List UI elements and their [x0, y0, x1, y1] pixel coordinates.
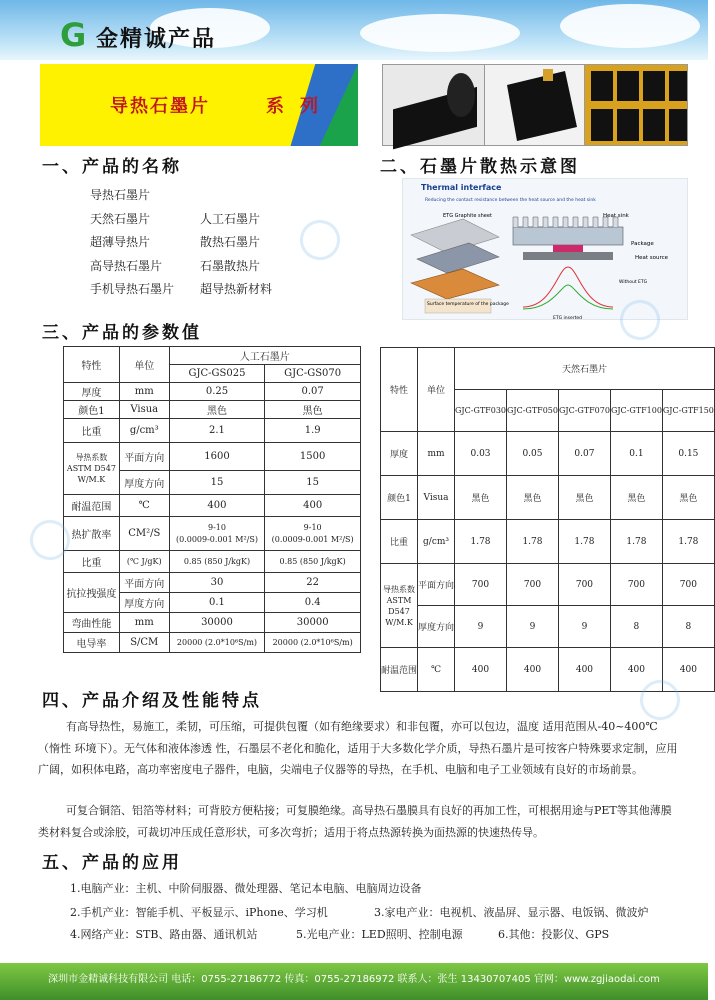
banner-series: 系列 [266, 96, 334, 117]
table-cell: mm [119, 613, 169, 633]
table-header: GJC-GTF030 [455, 390, 507, 432]
table-cell: 700 [558, 564, 610, 606]
table-cell: 8 [610, 606, 662, 648]
app-item-6: 6.其他：投影仪、GPS [498, 928, 610, 941]
label-etg-inserted: ETG inserted [553, 316, 582, 321]
table-cell: 1600 [169, 443, 265, 471]
table-cell: 0.85 (850 J/kgK) [169, 551, 265, 573]
section-heading-apps: 五、产品的应用 [42, 853, 182, 873]
diagram-subtitle: Reducing the contact resistance between the heat source and the heat sink [425, 198, 596, 203]
table-cell: 0.4 [265, 593, 361, 613]
table-header: 人工石墨片 [169, 347, 360, 365]
table-cell: 电导率 [64, 633, 120, 653]
label-surface: Surface temperature of the package [427, 302, 509, 307]
table-header: GJC-GTF150 [662, 390, 714, 432]
table-cell: 400 [558, 648, 610, 692]
list-item: 高导热石墨片 [90, 258, 163, 273]
table-cell: 15 [169, 471, 265, 495]
table-cell: 1.78 [507, 520, 559, 564]
list-item: 手机导热石墨片 [90, 282, 175, 296]
table-cell: 热扩散率 [64, 517, 120, 551]
table-cell: 比重 [64, 419, 120, 443]
app-item-2: 2.手机产业：智能手机、平板显示、iPhone、学习机 [70, 906, 328, 919]
table-cell: 9-10 [207, 522, 226, 532]
section-heading-params: 三、产品的参数值 [42, 323, 202, 343]
table-cell: 黑色 [455, 476, 507, 520]
table-cell: 8 [662, 606, 714, 648]
app-item-5: 5.光电产业：LED照明、控制电源 [296, 928, 463, 941]
table-cell: 耐温范围 [381, 648, 418, 692]
brand-name: 金精诚产品 [96, 27, 217, 52]
table-cell: 1.78 [662, 520, 714, 564]
watermark-icon [293, 213, 348, 268]
table-cell: 黑色 [169, 401, 265, 419]
table-cell: 0.25 [169, 383, 265, 401]
table-cell: 700 [610, 564, 662, 606]
table-cell: 比重 [381, 520, 418, 564]
table-cell: 平面方向 [119, 443, 169, 471]
list-item: 导热石墨片 [90, 188, 151, 202]
table-cell: 弯曲性能 [64, 613, 120, 633]
product-image-pattern [584, 64, 688, 146]
list-item: 超导热新材料 [200, 282, 273, 296]
table-header: GJC-GS025 [169, 365, 265, 383]
table-cell: g/cm³ [119, 419, 169, 443]
table-cell: (0.0009-0.001 M²/S) [271, 534, 354, 544]
table-header: GJC-GTF100 [610, 390, 662, 432]
table-cell: 400 [662, 648, 714, 692]
table-cell: 平面方向 [119, 573, 169, 593]
table-header: 天然石墨片 [455, 348, 715, 390]
table-cell: mm [418, 432, 455, 476]
table-header: 单位 [119, 347, 169, 383]
table-cell: 1500 [265, 443, 361, 471]
artificial-graphite-table [63, 346, 361, 653]
table-cell: 9 [455, 606, 507, 648]
label-etg: ETG Graphite sheet [443, 213, 492, 219]
table-header: 特性 [381, 348, 418, 432]
table-header: 单位 [418, 348, 455, 432]
label-heat-sink: Heat sink [603, 213, 629, 219]
table-cell: 黑色 [558, 476, 610, 520]
intro-paragraph-2: 可复合铜箔、铝箔等材料；可背胶方便粘接；可复膜绝缘。高导热石墨膜具有良好的再加工性，可根据用途与PET等其他薄膜类材料复合或涂胶，可裁切冲压成任意形状，可多次弯折；适用于将点热源转换为面热源的快速热传导。 [38, 804, 672, 839]
list-item: 石墨散热片 [200, 258, 261, 273]
label-package: Package [631, 241, 654, 247]
table-cell: 400 [169, 495, 265, 517]
series-banner [40, 64, 358, 146]
table-cell: 导热系数 ASTM D547 W/M.K [381, 564, 418, 648]
table-cell: 抗拉拽强度 [64, 573, 120, 613]
table-cell: 1.78 [558, 520, 610, 564]
table-cell: 2.1 [169, 419, 265, 443]
table-cell: 导热系数 ASTM D547 W/M.K [64, 443, 120, 495]
table-cell: 1.78 [455, 520, 507, 564]
table-cell: 20000 (2.0*10⁶S/m) [169, 633, 265, 653]
table-cell: Visua [119, 401, 169, 419]
table-cell: 黑色 [265, 401, 361, 419]
table-cell: 1.9 [265, 419, 361, 443]
table-cell: 黑色 [662, 476, 714, 520]
product-image-sheet [484, 64, 588, 146]
thermal-diagram [402, 178, 688, 320]
product-image-roll [382, 64, 486, 146]
table-cell: 颜色1 [64, 401, 120, 419]
section-heading-intro: 四、产品介绍及性能特点 [42, 691, 262, 711]
table-cell: (0.0009-0.001 M²/S) [175, 534, 258, 544]
table-cell: 700 [455, 564, 507, 606]
table-cell: 30 [169, 573, 265, 593]
table-cell: 30000 [265, 613, 361, 633]
table-cell: S/CM [119, 633, 169, 653]
table-cell: 黑色 [507, 476, 559, 520]
intro-paragraph-1: 有高导热性，易施工，柔韧，可压缩，可提供包覆（如有绝缘要求）和非包覆，亦可以包边，温度 适用范围从-40~400℃（惰性 环境下）。无气体和液体渗透 性，石墨层不老化和脆化，适用于大多数化学介质，导热石墨片是可按客户特殊要求定制，应用广阔，如积体电路，高功率密度电子器件，电脑，尖端电子仪器等的导热，在手机、电脑和电子工业领域有良好的市场前景。 [38, 720, 678, 776]
banner-title: 导热石墨片 [110, 96, 210, 117]
table-cell: 颜色1 [381, 476, 418, 520]
natural-graphite-table [380, 347, 715, 692]
table-cell: 0.1 [610, 432, 662, 476]
table-cell: 22 [265, 573, 361, 593]
list-item: 人工石墨片 [200, 211, 261, 226]
table-cell: g/cm³ [418, 520, 455, 564]
app-item-1: 1.电脑产业：主机、中阶伺服器、微处理器、笔记本电脑、电脑周边设备 [70, 882, 422, 895]
table-cell: (℃ J/gK) [119, 551, 169, 573]
table-cell: 比重 [64, 551, 120, 573]
table-cell: 平面方向 [418, 564, 455, 606]
table-cell: 400 [507, 648, 559, 692]
table-cell: 9-10 [303, 522, 322, 532]
table-cell: 厚度方向 [119, 471, 169, 495]
table-cell: 400 [455, 648, 507, 692]
section-heading-diagram: 二、石墨片散热示意图 [380, 157, 580, 177]
table-cell: 厚度方向 [119, 593, 169, 613]
table-cell: 0.07 [265, 383, 361, 401]
diagram-title: Thermal interface [421, 183, 502, 192]
table-header: 特性 [64, 347, 120, 383]
table-cell: 0.03 [455, 432, 507, 476]
table-cell: 厚度 [64, 383, 120, 401]
table-cell: 15 [265, 471, 361, 495]
table-cell: ℃ [418, 648, 455, 692]
table-cell: 20000 (2.0*10⁶S/m) [265, 633, 361, 653]
table-header: GJC-GTF050 [507, 390, 559, 432]
table-cell: 0.07 [558, 432, 610, 476]
table-cell: 9 [558, 606, 610, 648]
table-cell: 700 [662, 564, 714, 606]
table-cell: 400 [265, 495, 361, 517]
app-item-3: 3.家电产业：电视机、液晶屏、显示器、电饭锅、微波炉 [374, 906, 649, 919]
product-names-list [90, 184, 272, 302]
footer-contact: 深圳市金精诚科技有限公司 电话：0755-27186772 传真：0755-27186972 联系人：张生 13430707405 官网：www.zgjiaodai.com [48, 974, 660, 985]
table-cell: mm [119, 383, 169, 401]
table-cell: 厚度 [381, 432, 418, 476]
table-cell: Visua [418, 476, 455, 520]
app-item-4: 4.网络产业：STB、路由器、通讯机站 [70, 928, 258, 941]
list-item: 散热石墨片 [200, 235, 261, 249]
table-cell: 0.05 [507, 432, 559, 476]
list-item: 天然石墨片 [90, 211, 151, 226]
table-cell: CM²/S [119, 517, 169, 551]
table-cell: 0.1 [169, 593, 265, 613]
table-cell: 厚度方向 [418, 606, 455, 648]
table-cell: 400 [610, 648, 662, 692]
table-cell: 耐温范围 [64, 495, 120, 517]
section-heading-names: 一、产品的名称 [42, 157, 182, 177]
label-heat-source: Heat source [635, 255, 669, 261]
label-without-etg: Without ETG [619, 280, 648, 285]
table-cell: 0.85 (850 J/kgK) [265, 551, 361, 573]
list-item: 超薄导热片 [90, 235, 151, 249]
table-header: GJC-GS070 [265, 365, 361, 383]
table-cell: 9 [507, 606, 559, 648]
logo-icon: G [60, 16, 87, 54]
table-cell: ℃ [119, 495, 169, 517]
table-cell: 30000 [169, 613, 265, 633]
table-cell: 黑色 [610, 476, 662, 520]
table-cell: 1.78 [610, 520, 662, 564]
table-cell: 0.15 [662, 432, 714, 476]
table-header: GJC-GTF070 [558, 390, 610, 432]
table-cell: 700 [507, 564, 559, 606]
